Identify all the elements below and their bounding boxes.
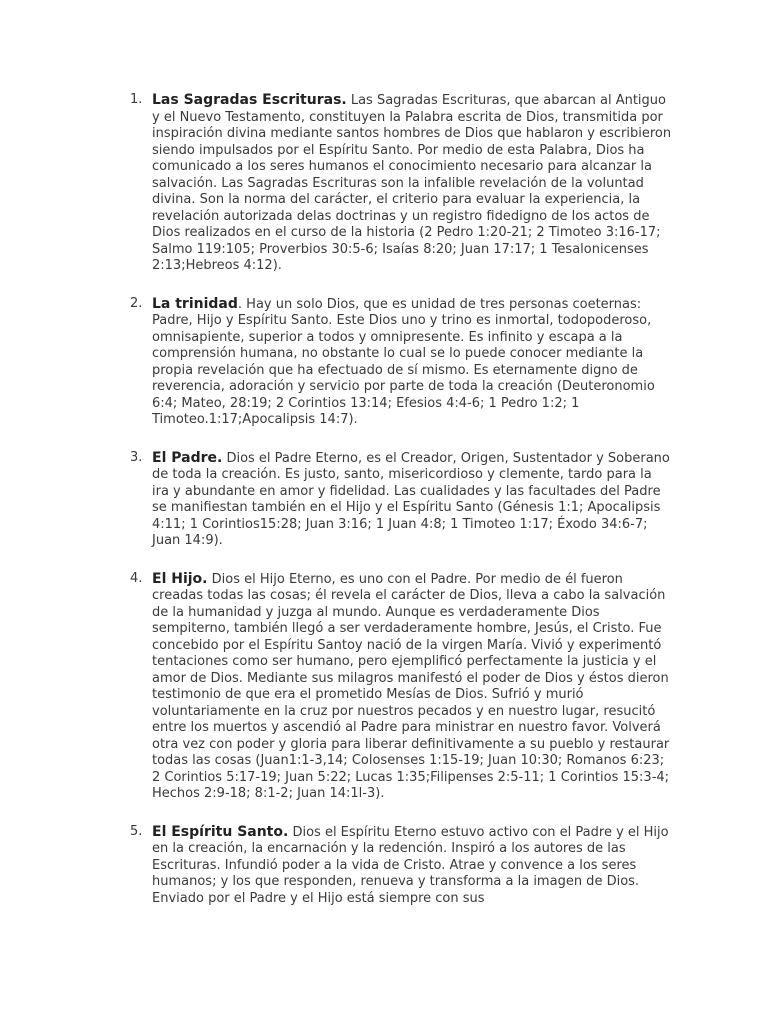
list-item-father	[130, 449, 672, 550]
item-title: El Hijo.	[152, 570, 208, 587]
item-body: Dios el Hijo Eterno, es uno con el Padre. Por medio de él fueron creadas todas las cosas; él revela el carácter de Dios, lleva a cabo la salvación de la humanidad y juzga al mundo. Aunque es verdaderamente Dios sempiterno, también llegó a ser verdaderamente hombre, Jesús, el Cristo. Fue concebido por el Espíritu Santoy nació de la virgen María. Vivió y experimentó tentaciones como ser humano, pero ejemplificó perfectamente la justicia y el amor de Dios. Mediante sus milagros manifestó el poder de Dios y éstos dieron testimonio de que era el prometido Mesías de Dios. Sufrió y murió voluntariamente en la cruz por nuestros pecados y en nuestro lugar, resucitó entre los muertos y ascendió al Padre para ministrar en nuestro favor. Volverá otra vez con poder y gloria para liberar definitivamente a su pueblo y restaurar todas las cosas (Juan1:1-3,14; Colosenses 1:15-19; Juan 10:30; Romanos 6:23; 2 Corintios 5:17-19; Juan 5:22; Lucas 1:35;Filipenses 2:5-11; 1 Corintios 15:3-4; Hechos 2:9-18; 8:1-2; Juan 14:1l-3).	[152, 571, 670, 801]
item-number: 3.	[130, 449, 143, 465]
item-title: El Espíritu Santo.	[152, 823, 289, 840]
list-item-holy-spirit	[130, 823, 672, 908]
item-number: 2.	[130, 295, 143, 311]
list-item-trinity	[130, 295, 672, 429]
item-number: 4.	[130, 570, 143, 586]
item-body: Las Sagradas Escrituras, que abarcan al Antiguo y el Nuevo Testamento, constituyen la Palabra escrita de Dios, transmitida por inspiración divina mediante santos hombres de Dios que hablaron y escribieron siendo impulsados por el Espíritu Santo. Por medio de esta Palabra, Dios ha comunicado a los seres humanos el conocimiento necesario para alcanzar la salvación. Las Sagradas Escrituras son la infalible revelación de la voluntad divina. Son la norma del carácter, el criterio para evaluar la experiencia, la revelación autorizada delas doctrinas y un registro fidedigno de los actos de Dios realizados en el curso de la historia (2 Pedro 1:20-21; 2 Timoteo 3:16-17; Salmo 119:105; Proverbios 30:5-6; Isaías 8:20; Juan 17:17; 1 Tesalonicenses 2:13;Hebreos 4:12).	[152, 93, 672, 273]
item-number: 1.	[130, 92, 143, 107]
list-item-scriptures	[130, 92, 672, 275]
doctrine-list	[130, 92, 672, 928]
list-item-son	[130, 570, 672, 803]
item-title: Las Sagradas Escrituras.	[152, 92, 347, 108]
item-body: . Hay un solo Dios, que es unidad de tres personas coeternas: Padre, Hijo y Espíritu Santo. Este Dios uno y trino es inmortal, todopoderoso, omnisapiente, superior a todos y omnipresente. Es infinito y escapa a la comprensión humana, no obstante lo cual se lo puede conocer mediante la propia revelación que ha efectuado de sí mismo. Es eternamente digno de reverencia, adoración y servicio por parte de toda la creación (Deuteronomio 6:4; Mateo, 28:19; 2 Corintios 13:14; Efesios 4:4-6; 1 Pedro 1:2; 1 Timoteo.1:17;Apocalipsis 14:7).	[152, 296, 655, 427]
item-body: Dios el Padre Eterno, es el Creador, Origen, Sustentador y Soberano de toda la creación. Es justo, santo, misericordioso y clemente, tardo para la ira y abundante en amor y fidelidad. Las cualidades y las facultades del Padre se manifiestan también en el Hijo y el Espíritu Santo (Génesis 1:1; Apocalipsis 4:11; 1 Corintios15:28; Juan 3:16; 1 Juan 4:8; 1 Timoteo 1:17; Éxodo 34:6-7; Juan 14:9).	[152, 450, 670, 548]
item-title: La trinidad	[152, 295, 238, 312]
item-body: Dios el Espíritu Eterno estuvo activo con el Padre y el Hijo en la creación, la encarnación y la redención. Inspiró a los autores de las Escrituras. Infundió poder a la vida de Cristo. Atrae y convence a los seres humanos; y los que responden, renueva y transforma a la imagen de Dios. Enviado por el Padre y el Hijo está siempre con sus	[152, 824, 669, 906]
item-number: 5.	[130, 823, 143, 839]
item-title: El Padre.	[152, 449, 223, 466]
